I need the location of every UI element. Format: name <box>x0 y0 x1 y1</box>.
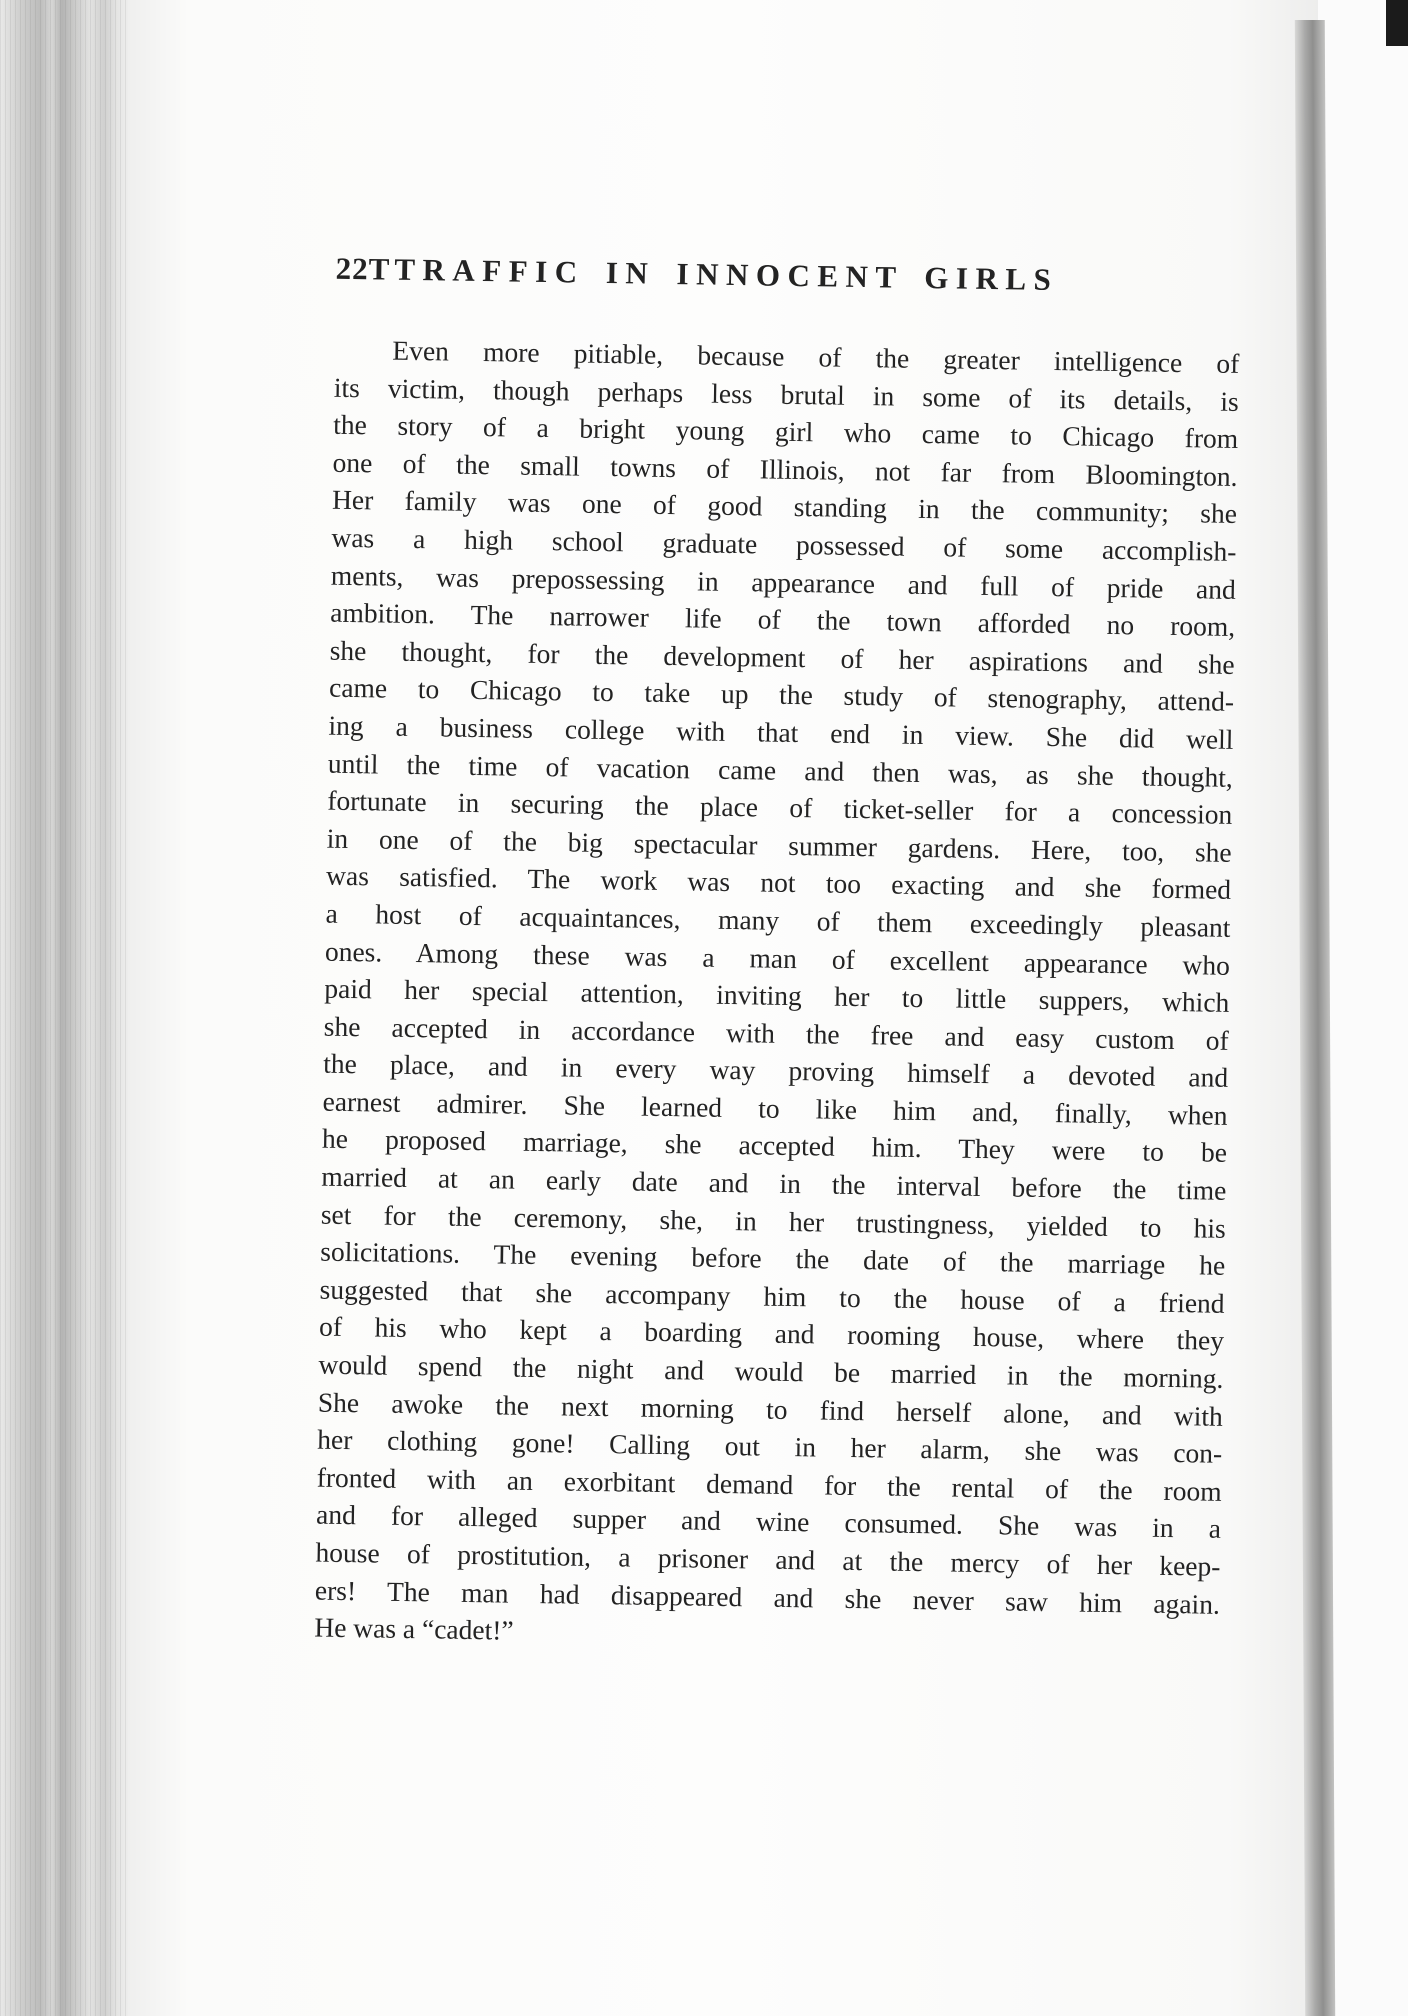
text-line: and for alleged supper and wine consumed. She was in a <box>315 1498 1222 1545</box>
text-line: ambition. The narrower life of the town afforded no room, <box>330 596 1236 643</box>
left-page-edges <box>0 0 130 2016</box>
text-line: the story of a bright young girl who came to Chicago from <box>333 408 1239 455</box>
text-line: suggested that she accompany him to the house of a friend <box>319 1273 1225 1319</box>
text-line: a host of acquaintances, many of them exceedingly pleasant <box>325 897 1231 943</box>
text-line: her clothing gone! Calling out in her alarm, she was con- <box>317 1423 1223 1470</box>
text-line: until the time of vacation came and then was, as she thought, <box>327 747 1234 793</box>
body-paragraph <box>314 331 1240 1661</box>
text-line: she thought, for the development of her aspirations and she <box>329 634 1235 680</box>
text-line: set for the ceremony, she, in her trustingness, yielded to his <box>320 1198 1226 1244</box>
text-line: would spend the night and would be married in the morning. <box>318 1348 1224 1394</box>
text-line: its victim, though perhaps less brutal in some of its details, is <box>333 371 1239 417</box>
text-line: one of the small towns of Illinois, not far from Bloomington. <box>332 446 1238 492</box>
text-line: paid her special attention, inviting her to little suppers, which <box>324 972 1230 1018</box>
text-line: fronted with an exorbitant demand for the rental of the room <box>316 1461 1222 1507</box>
text-line: she accepted in accordance with the free and easy custom of <box>323 1010 1229 1056</box>
text-line: Even more pitiable, because of the greater intelligence of <box>392 334 1240 379</box>
text-line: ments, was prepossessing in appearance and full of pride and <box>330 559 1237 605</box>
text-line: earnest admirer. She learned to like him and, finally, when <box>322 1085 1228 1131</box>
text-line: ing a business college with that end in view. She did well <box>328 709 1234 755</box>
text-line: he proposed marriage, she accepted him. They were to be <box>321 1123 1228 1169</box>
page-number: 22T <box>335 250 391 287</box>
text-line: was satisfied. The work was not too exacting and she formed <box>325 859 1232 906</box>
running-head-title: TRAFFIC IN INNOCENT GIRLS <box>394 251 1059 298</box>
text-line: in one of the big spectacular summer gardens. Here, too, she <box>326 822 1232 868</box>
text-line: He was a “cadet!” <box>314 1611 514 1646</box>
corner-mark <box>1386 0 1408 46</box>
text-line: married at an early date and in the interval before the time <box>321 1160 1227 1206</box>
text-line: ones. Among these was a man of excellent appearance who <box>324 935 1231 981</box>
text-line: was a high school graduate possessed of some accomplish- <box>331 521 1237 567</box>
text-line: of his who kept a boarding and rooming house, where they <box>318 1311 1225 1357</box>
text-line: the place, and in every way proving himself a devoted and <box>322 1047 1229 1094</box>
running-head <box>335 251 1146 324</box>
text-line: house of prostitution, a prisoner and at the mercy of her keep- <box>315 1536 1221 1582</box>
text-line: She awoke the next morning to find herself alone, and with <box>317 1386 1224 1432</box>
text-line: fortunate in securing the place of ticket-seller for a concession <box>327 784 1233 830</box>
text-block <box>268 250 1240 1660</box>
text-line: came to Chicago to take up the study of stenography, attend- <box>328 672 1235 718</box>
text-line: ers! The man had disappeared and she never saw him again. <box>314 1574 1221 1620</box>
text-line: Her family was one of good standing in the community; she <box>331 484 1238 530</box>
text-line: solicitations. The evening before the date of the marriage he <box>320 1235 1226 1282</box>
